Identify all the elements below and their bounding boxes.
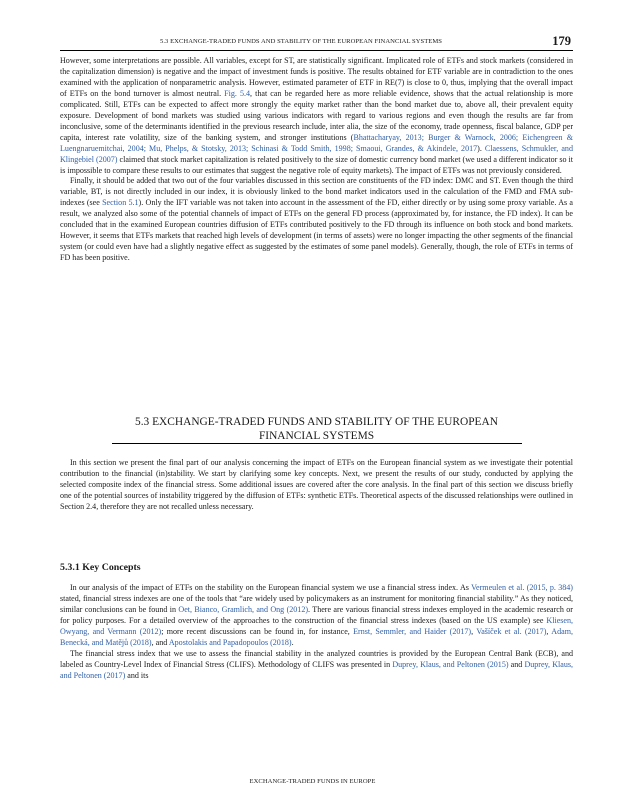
- subsection-title: 5.3.1 Key Concepts: [60, 562, 141, 573]
- text-block-top: [60, 56, 573, 264]
- text-run: and its: [125, 670, 149, 680]
- text-run: ).: [477, 143, 485, 153]
- citation-link[interactable]: Vašíček et al. (2017): [476, 626, 547, 636]
- text-run: ,: [546, 626, 552, 636]
- citation-link[interactable]: Bhattacharyay, 2013; Burger & Warnock, 2006; Eichengreen & Luengnaruemitchai, 2004; Mu, Phelps, & Stotsky, 2013; Schinasi & Todd Smith, 1998; Smaoui, Grandes, & Akindele, 2017: [60, 132, 573, 153]
- paragraph-4: [60, 583, 573, 649]
- text-run: The financial stress index that we use to assess the financial stability in the analyzed countries is provided by the European Central Bank (ECB), and labeled as Country-Level Index of Financial Stress (CLIFS). Methodology of CLIFS was presented in: [60, 648, 573, 669]
- citation-link[interactable]: Fig. 5.4: [224, 88, 251, 98]
- text-run: ). Only the IFT variable was not taken into account in the assessment of the FD, either directly or by using some proxy variable. As a result, we analyzed also some of the potential channels of impact of ETFs on the general FD process (approximated by, for instance, the FD index). It can be concluded that in the examined European countries diffusion of ETFs contributed positively to the FD through its influence on both stock and bond markets. However, it seems that ETFs markets that reached high levels of development (in terms of assets) were no longer impacting the other segments of the financial system (or could even have had a slightly negative effect as suggested by the estimates of some panel models). Generally, though, the role of ETFs in terms of FD has been positive.: [60, 198, 573, 263]
- citation-link[interactable]: Oet, Bianco, Gramlich, and Ong (2012): [178, 604, 309, 614]
- citation-link[interactable]: Duprey, Klaus, and Peltonen (2015): [392, 659, 509, 669]
- text-run: In our analysis of the impact of ETFs on the stability on the European financial system we use a financial stress index. As: [70, 583, 472, 592]
- citation-link[interactable]: Vermeulen et al. (2015, p. 384): [471, 583, 573, 592]
- page-number: 179: [552, 34, 571, 48]
- text-run: , that can be regarded here as more reliable evidence, shows that the actual relationship is more complicated. Still, ETFs can be expected to affect more strongly the equity market rather than the bond market due to, above all, their prevalent equity exposure. Development of bond markets was studied using various indicators with regard to various regions and even though the results are far from inconclusive, some of the determinants identified in the previous research include, inter alia, the size of the economy, trade openness, fiscal balance, GDP per capita, interest rate volatility, size of the banking system, and stronger institutions (: [60, 88, 574, 142]
- citation-link[interactable]: Ernst, Semmler, and Haider (2017): [353, 626, 472, 636]
- citation-link[interactable]: Claessens, Schmukler, and Klingebiel (2007): [60, 143, 573, 164]
- text-run: In this section we present the final part of our analysis concerning the impact of ETFs on the European financial system as we investigate their potential contribution to the financial (in)stability. We start by clarifying some key concepts. Next, we present the results of our study, conducted by applying the selected composite index of the financial stress. Some additional issues are covered after the core analysis. In the final part of this section we discuss briefly one of the potential sources of instability triggered by the diffusion of ETFs: synthetic ETFs. Theoretical aspects of the discussed relationships were outlined in Section 2.4, therefore they are not recalled unless necessary.: [60, 458, 573, 511]
- text-run: ,: [471, 626, 477, 636]
- text-run: stated, financial stress indexes are one of the tools that “are widely used by policymakers as an instrument for monitoring financial stability.” As they noticed, similar conclusions can be found in: [60, 593, 573, 614]
- text-run: .: [291, 637, 294, 647]
- text-run: ; more recent discussions can be found in, for instance,: [161, 626, 354, 636]
- text-block-middle: [60, 458, 573, 513]
- paragraph-3: [60, 458, 573, 513]
- citation-link[interactable]: Adam, Benecká, and Matějů (2018): [60, 626, 573, 647]
- running-head: 5.3 EXCHANGE-TRADED FUNDS AND STABILITY OF THE EUROPEAN FINANCIAL SYSTEMS: [160, 38, 443, 45]
- text-run: , and: [151, 637, 169, 647]
- citation-link[interactable]: Kliesen, Owyang, and Vermann (2012): [60, 615, 573, 636]
- section-title: [60, 415, 573, 443]
- page-header: [60, 34, 573, 51]
- text-run: Finally, it should be added that two out of the four variables discussed in this section are constituents of the FD index: DMC and ST. Even though the third variable, BT, is not directly included in our index, it is obviously linked to the bond market indicators used in the calculation of the FMD and FMA sub-indexes (see: [60, 176, 573, 208]
- section-title-line-2: FINANCIAL SYSTEMS: [258, 430, 375, 443]
- paragraph-1: [60, 56, 573, 176]
- citation-link[interactable]: Duprey, Klaus, and Peltonen (2017): [60, 659, 573, 680]
- page-footer: EXCHANGE-TRADED FUNDS IN EUROPE: [249, 778, 376, 785]
- text-block-bottom: [60, 583, 573, 682]
- text-run: claimed that stock market capitalization is related positively to the size of domestic currency bond market (we used a different indicator so it is impossible to compare these results to our estimates that suggest the negative role of equity markets). The impact of ETFs was not previously considered.: [60, 154, 573, 175]
- citation-link[interactable]: Section 5.1: [102, 198, 139, 208]
- text-run: and: [508, 659, 525, 669]
- citation-link[interactable]: Apostolakis and Papadopoulos (2018): [168, 637, 292, 647]
- paragraph-2: [60, 176, 573, 264]
- text-run: However, some interpretations are possible. All variables, except for ST, are statistically significant. Implicated role of ETFs and stock markets (considered in the capitalization dimension) is negative and the impact of investment funds is positive. The results obtained for ETF variable are in contradiction to the ones examined with the application of nonparametric analysis. However, estimated parameter of ETF in RE(7) is close to 0, thus, implying that the overall impact of ETFs on the bond turnover is almost neutral.: [60, 56, 573, 98]
- section-title-line-1: 5.3 EXCHANGE-TRADED FUNDS AND STABILITY OF THE EUROPEAN: [135, 416, 498, 428]
- section-rule: [112, 443, 522, 444]
- paragraph-5: [60, 649, 573, 682]
- text-run: . There are various financial stress indexes employed in the academic research or for policy purposes. For a detailed overview of the approaches to the construction of the financial stress indexes (based on the US example) see: [60, 604, 573, 625]
